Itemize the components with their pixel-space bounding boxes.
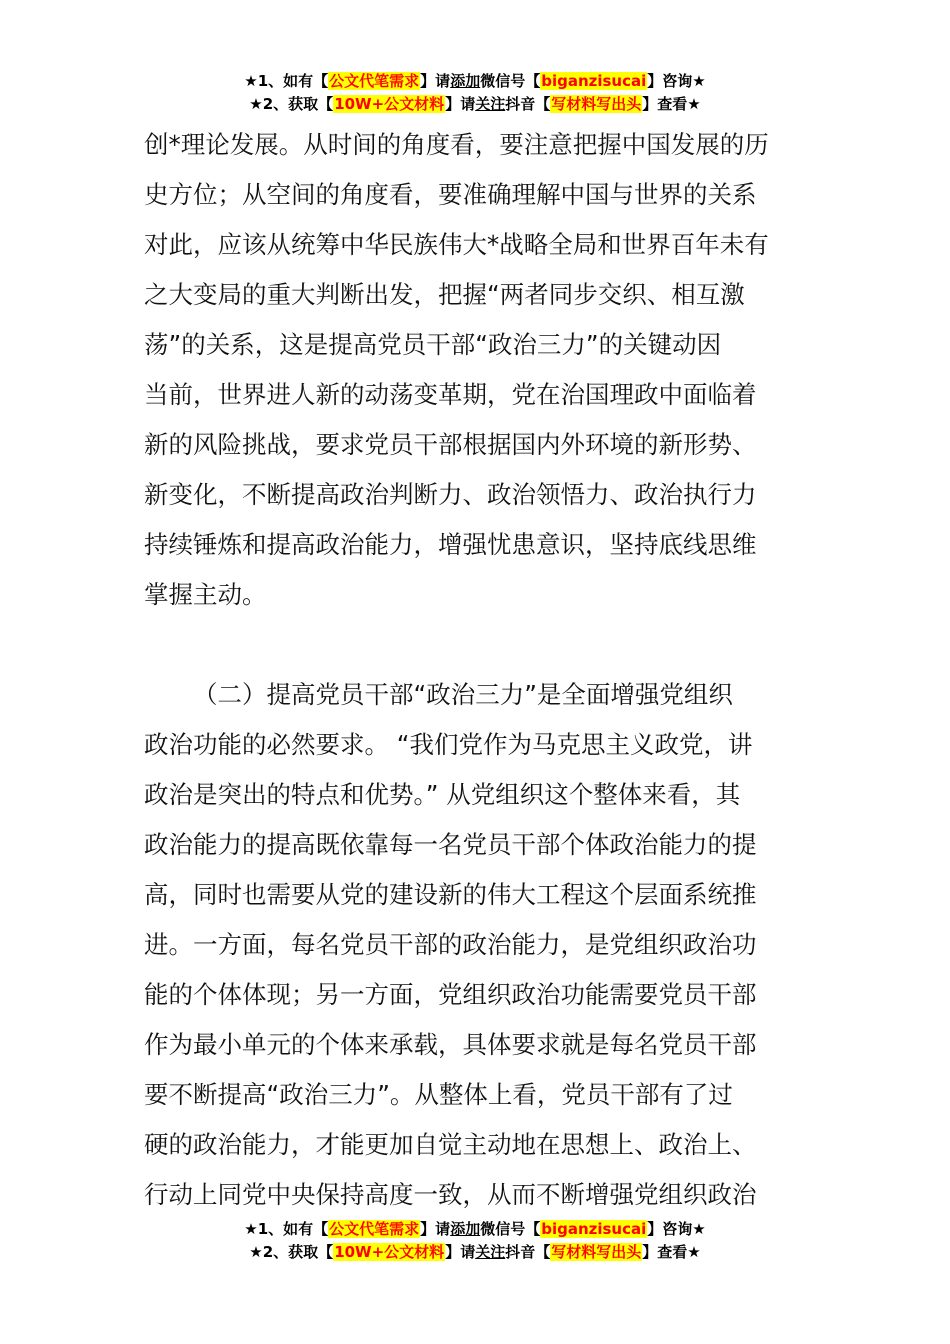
banner-text: ★2、获取【 [249,1243,334,1261]
text-line: 当前，世界进人新的动荡变革期，党在治国理政中面临着 [144,380,757,409]
banner-highlight-douyin-account: 写材料写出头 [551,95,642,113]
banner-text: ★1、如有【 [244,1220,329,1238]
banner-text: 】请 [420,1220,451,1238]
banner-text: 】请 [445,95,476,113]
banner-text: 】咨询★ [647,72,706,90]
banner-emphasis: 关注 [475,1243,506,1261]
banner-text: 微信号【 [480,72,541,90]
banner-emphasis: 添加 [450,72,481,90]
paragraph-2 [144,670,806,1220]
header-banner [0,70,950,116]
text-line: 对此，应该从统筹中华民族伟大*战略全局和世界百年未有 [144,230,769,259]
text-line: 政治能力的提高既依靠每一名党员干部个体政治能力的提 [144,830,757,859]
banner-text: 】查看★ [642,1243,701,1261]
banner-highlight-service: 公文代笔需求 [329,1220,420,1238]
banner-text: 微信号【 [480,1220,541,1238]
document-body [144,120,806,1220]
text-line: 硬的政治能力，才能更加自觉主动地在思想上、政治上、 [144,1130,757,1159]
text-line: 新变化，不断提高政治判断力、政治领悟力、政治执行力 [144,480,757,509]
banner-text: 】查看★ [642,95,701,113]
text-line: 高，同时也需要从党的建设新的伟大工程这个层面系统推 [144,880,757,909]
banner-text: 抖音【 [505,1243,551,1261]
banner-highlight-service: 公文代笔需求 [329,72,420,90]
banner-highlight-douyin-account: 写材料写出头 [551,1243,642,1261]
text-line: 进。一方面，每名党员干部的政治能力，是党组织政治功 [144,930,757,959]
banner-emphasis: 关注 [475,95,506,113]
banner-text: 】请 [445,1243,476,1261]
text-line: 政治是突出的特点和优势。” 从党组织这个整体来看，其 [144,780,741,809]
text-line: 作为最小单元的个体来承载，具体要求就是每名党员干部 [144,1030,757,1059]
text-line: 行动上同党中央保持高度一致，从而不断增强党组织政治 [144,1180,757,1209]
banner-text: ★2、获取【 [249,95,334,113]
banner-emphasis: 添加 [450,1220,481,1238]
text-line: 掌握主动。 [144,580,267,609]
banner-text: ★1、如有【 [244,72,329,90]
footer-banner-line-1 [0,1218,950,1241]
banner-text: 抖音【 [505,95,551,113]
text-line: 史方位；从空间的角度看，要准确理解中国与世界的关系 [144,180,757,209]
section-heading-line: （二）提高党员干部“政治三力”是全面增强党组织 [193,680,733,709]
text-line: 能的个体体现；另一方面，党组织政治功能需要党员干部 [144,980,757,1009]
text-line: 荡”的关系，这是提高党员干部“政治三力”的关键动因 [144,330,722,359]
paragraph-1 [144,120,806,620]
text-line: 创*理论发展。从时间的角度看，要注意把握中国发展的历 [144,130,769,159]
text-line: 之大变局的重大判断出发，把握“两者同步交织、相互激 [144,280,745,309]
text-line: 持续锤炼和提高政治能力，增强忧患意识，坚持底线思维 [144,530,757,559]
header-banner-line-2 [0,93,950,116]
footer-banner [0,1218,950,1264]
footer-banner-line-2 [0,1241,950,1264]
banner-text: 】请 [420,72,451,90]
text-line: 要不断提高“政治三力”。从整体上看，党员干部有了过 [144,1080,733,1109]
banner-highlight-wechat-id: biganzisucai [541,1220,647,1238]
banner-highlight-materials: 10W+公文材料 [334,1243,445,1261]
header-banner-line-1 [0,70,950,93]
text-line: 新的风险挑战，要求党员干部根据国内外环境的新形势、 [144,430,757,459]
banner-highlight-materials: 10W+公文材料 [334,95,445,113]
banner-text: 】咨询★ [647,1220,706,1238]
banner-highlight-wechat-id: biganzisucai [541,72,647,90]
paragraph-gap [144,620,806,670]
text-line: 政治功能的必然要求。 “我们党作为马克思主义政党，讲 [144,730,753,759]
